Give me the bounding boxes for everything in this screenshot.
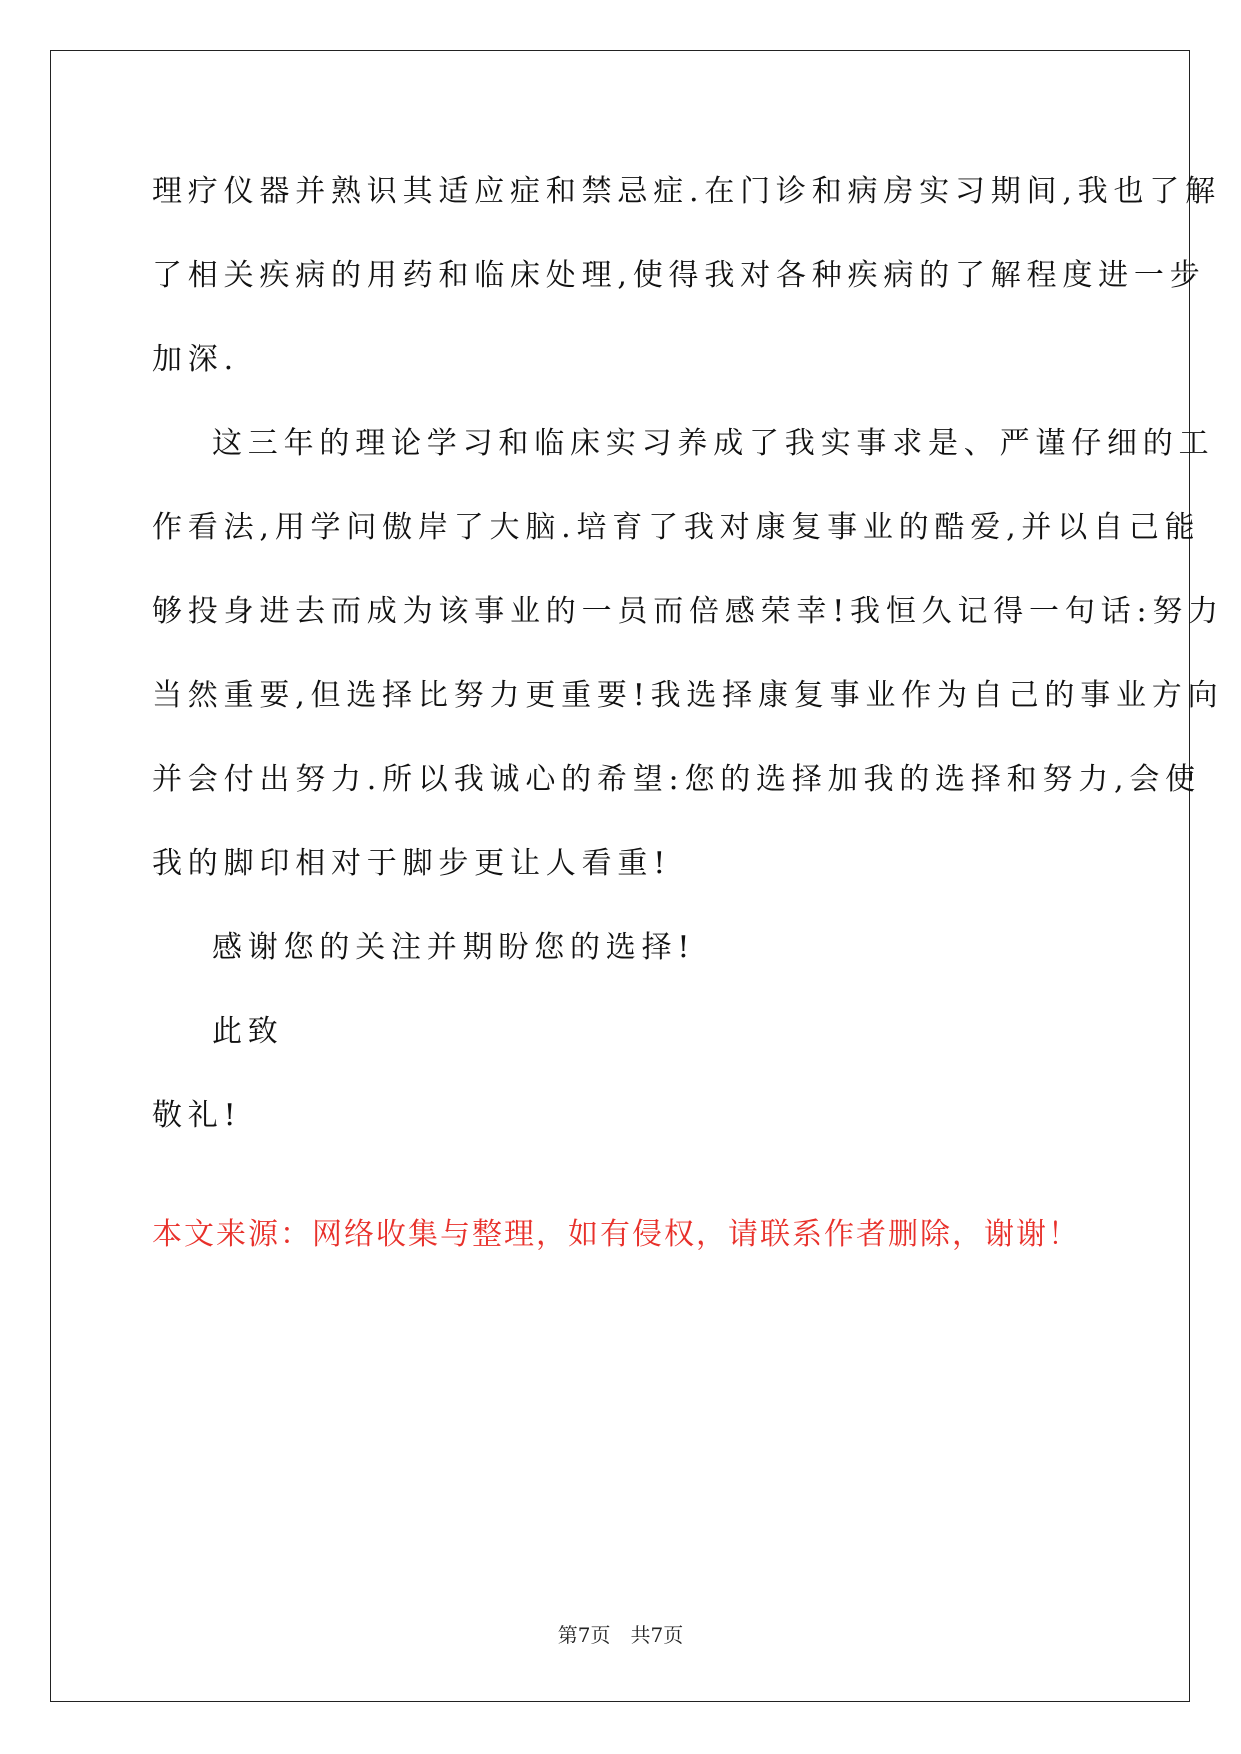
- letter-body: [152, 150, 1224, 1158]
- closing-line: 敬礼!: [152, 1098, 242, 1133]
- body-line: 当然重要,但选择比努力更重要!我选择康复事业作为自己的事业方向: [152, 678, 1224, 713]
- thanks-line: 感谢您的关注并期盼您的选择!: [212, 930, 696, 965]
- body-line: 我的脚印相对于脚步更让人看重!: [152, 846, 672, 881]
- paragraph-start-line: 这三年的理论学习和临床实习养成了我实事求是、严谨仔细的工: [212, 426, 1215, 461]
- body-line: 作看法,用学问傲岸了大脑.培育了我对康复事业的酷爱,并以自己能: [152, 510, 1201, 545]
- body-line: 够投身进去而成为该事业的一员而倍感荣幸!我恒久记得一句话:努力: [152, 594, 1224, 629]
- page-number: 第7页 共7页: [557, 1623, 684, 1647]
- body-line: 加深.: [152, 342, 239, 377]
- body-line: 了相关疾病的用药和临床处理,使得我对各种疾病的了解程度进一步: [152, 258, 1206, 293]
- source-note: 本文来源：网络收集与整理，如有侵权，请联系作者删除，谢谢！: [152, 1217, 1080, 1252]
- body-line: 并会付出努力.所以我诚心的希望:您的选择加我的选择和努力,会使: [152, 762, 1201, 797]
- salutation-line: 此致: [212, 1014, 284, 1049]
- body-line: 理疗仪器并熟识其适应症和禁忌症.在门诊和病房实习期间,我也了解: [152, 174, 1221, 209]
